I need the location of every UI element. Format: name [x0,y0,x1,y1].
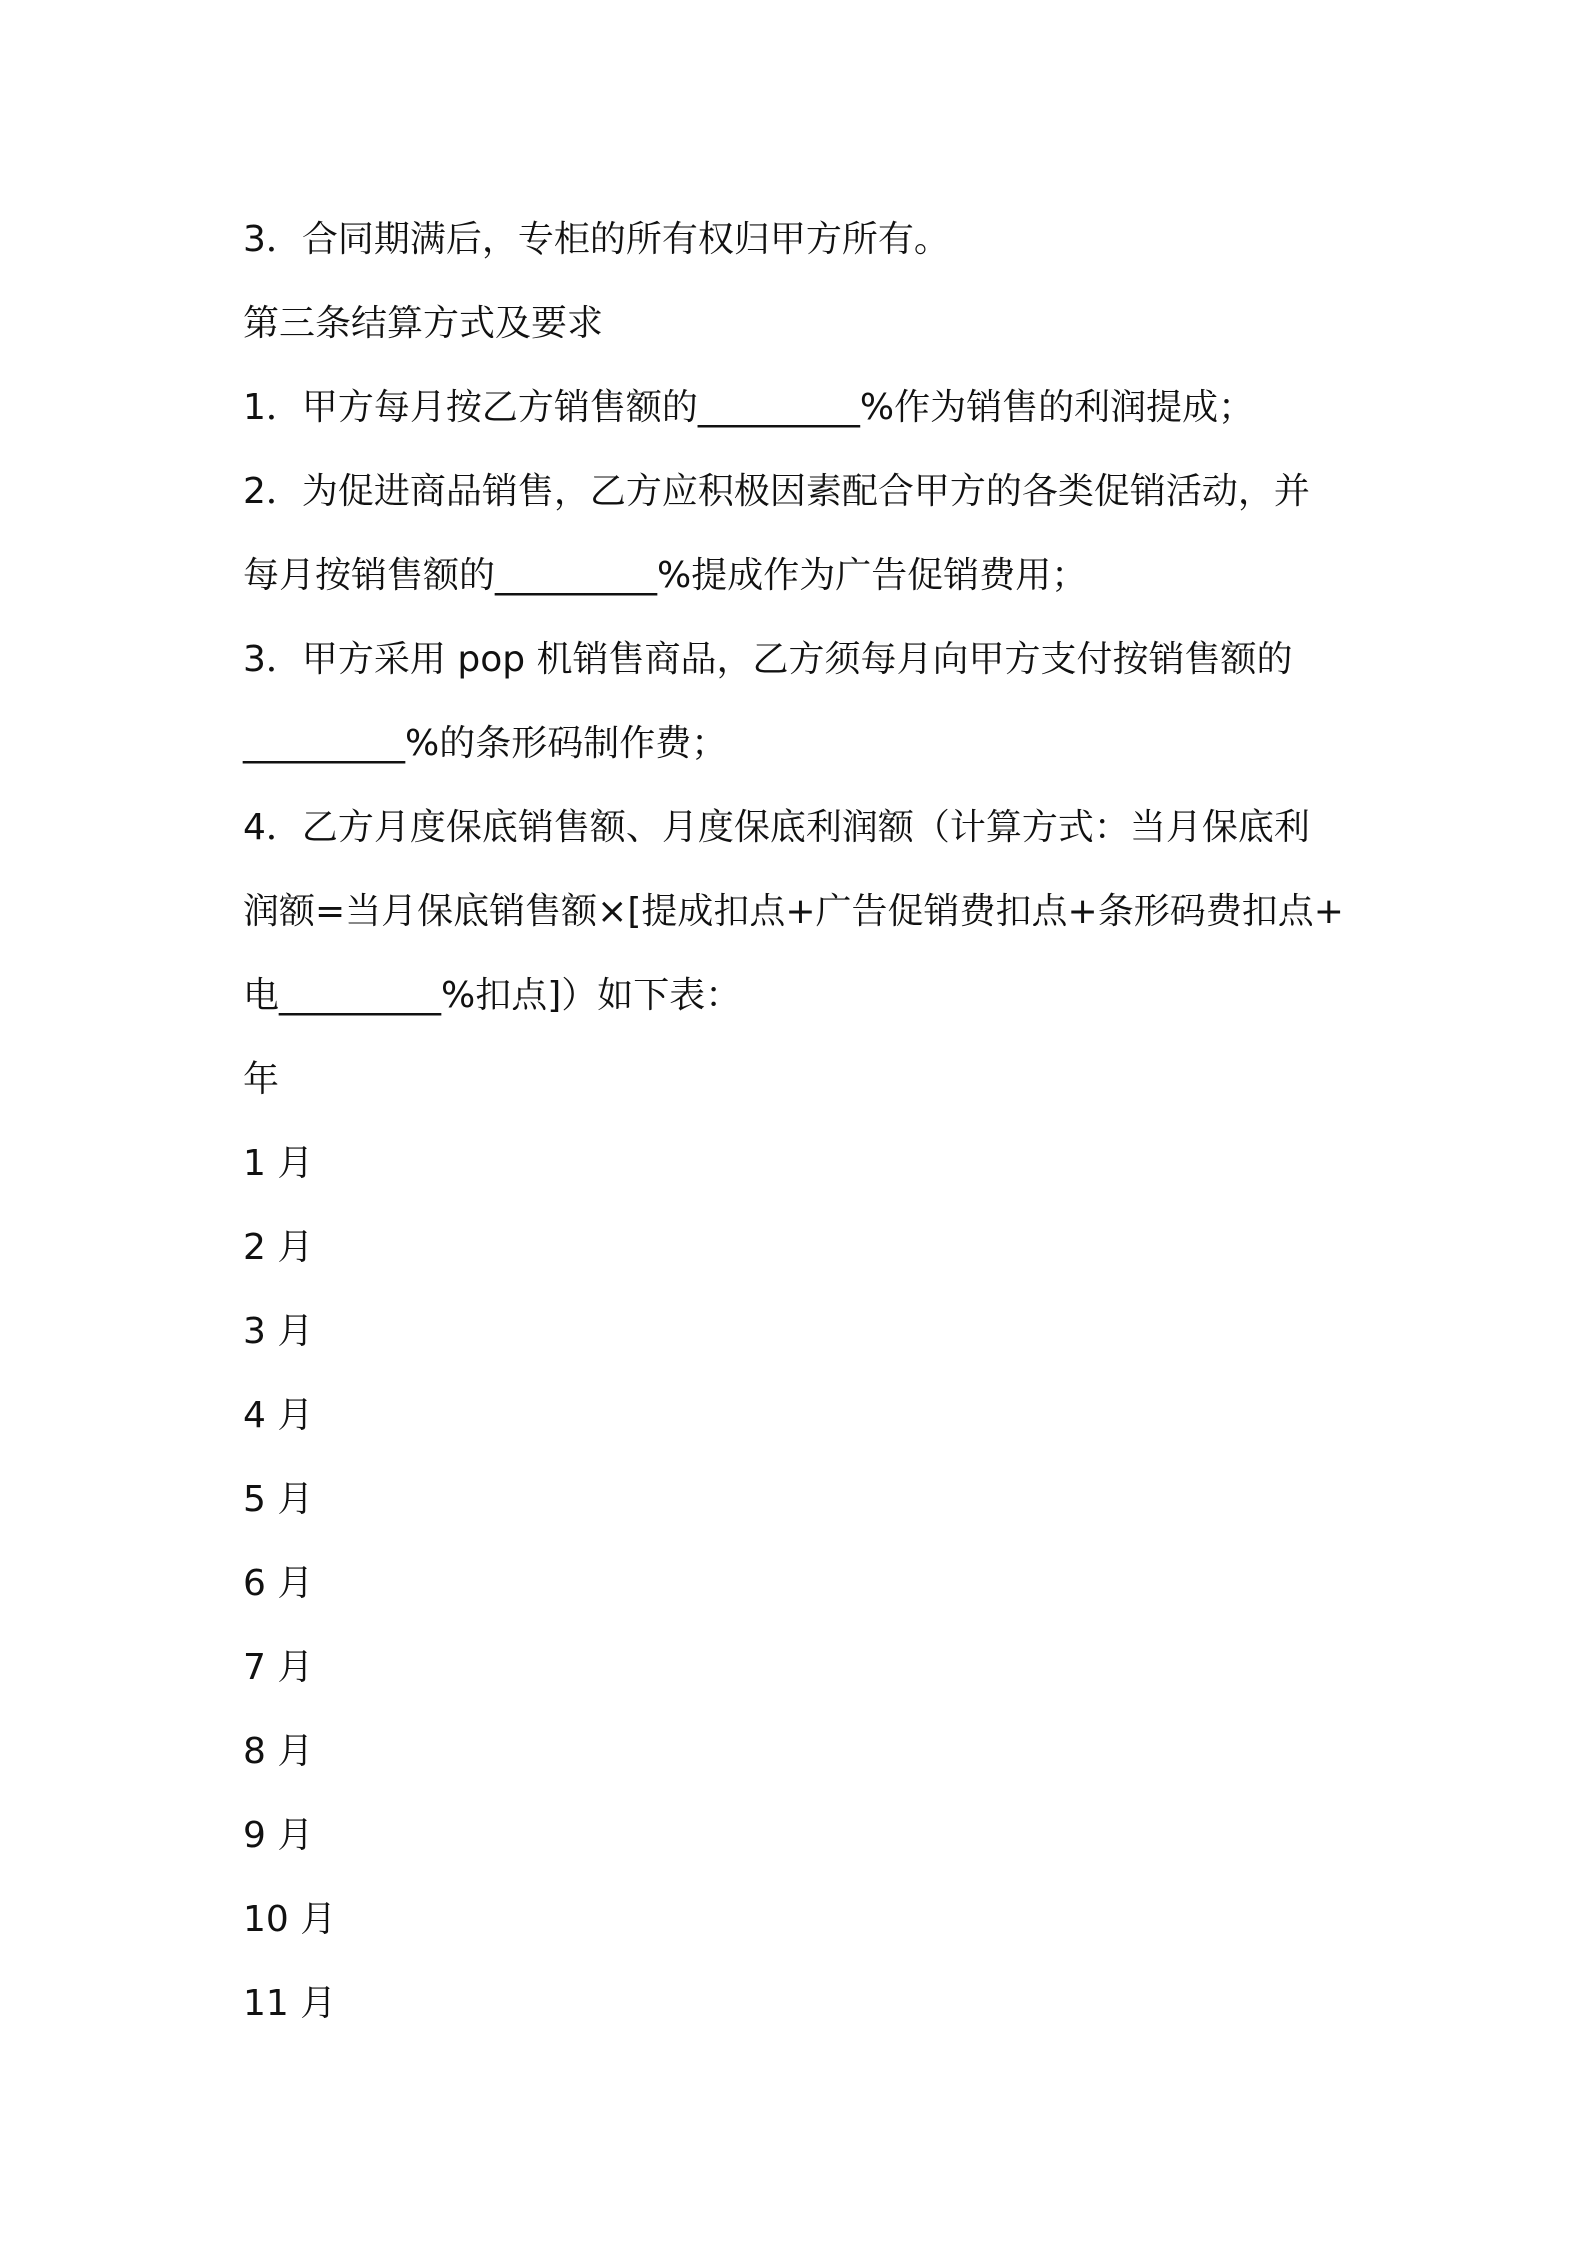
table-month-label: 5 月 [243,1479,314,1520]
table-month-label: 4 月 [243,1395,314,1436]
clause-2-promotion-line-1: 2．为促进商品销售，乙方应积极因素配合甲方的各类促销活动，并 [243,471,1310,512]
table-month-label: 8 月 [243,1731,314,1772]
clause-4-guarantee-line-2: 润额=当月保底销售额×[提成扣点+广告促销费扣点+条形码费扣点+ [243,891,1344,932]
table-month-label: 11 月 [243,1983,337,2024]
table-month-label: 10 月 [243,1899,337,1940]
clause-4-guarantee-line-3: 电_________%扣点]）如下表： [243,975,742,1016]
document-body [243,198,1363,2046]
clause-3-pop-line-1: 3．甲方采用 pop 机销售商品，乙方须每月向甲方支付按销售额的 [243,639,1293,680]
article-3-heading: 第三条结算方式及要求 [243,303,604,344]
clause-2-promotion-line-2: 每月按销售额的_________%提成作为广告促销费用； [243,555,1088,596]
table-month-label: 1 月 [243,1143,314,1184]
table-month-label: 7 月 [243,1647,314,1688]
table-month-label: 6 月 [243,1563,314,1604]
table-month-label: 2 月 [243,1227,314,1268]
table-month-label: 3 月 [243,1311,314,1352]
table-month-label: 9 月 [243,1815,314,1856]
clause-1-profit-commission: 1．甲方每月按乙方销售额的_________%作为销售的利润提成； [243,387,1255,428]
clause-3-pop-line-2: _________%的条形码制作费； [243,723,728,764]
clause-4-guarantee-line-1: 4．乙方月度保底销售额、月度保底利润额（计算方式：当月保底利 [243,807,1310,848]
clause-3-contract-expiry: 3．合同期满后，专柜的所有权归甲方所有。 [243,219,950,260]
table-year-label: 年 [243,1059,280,1100]
